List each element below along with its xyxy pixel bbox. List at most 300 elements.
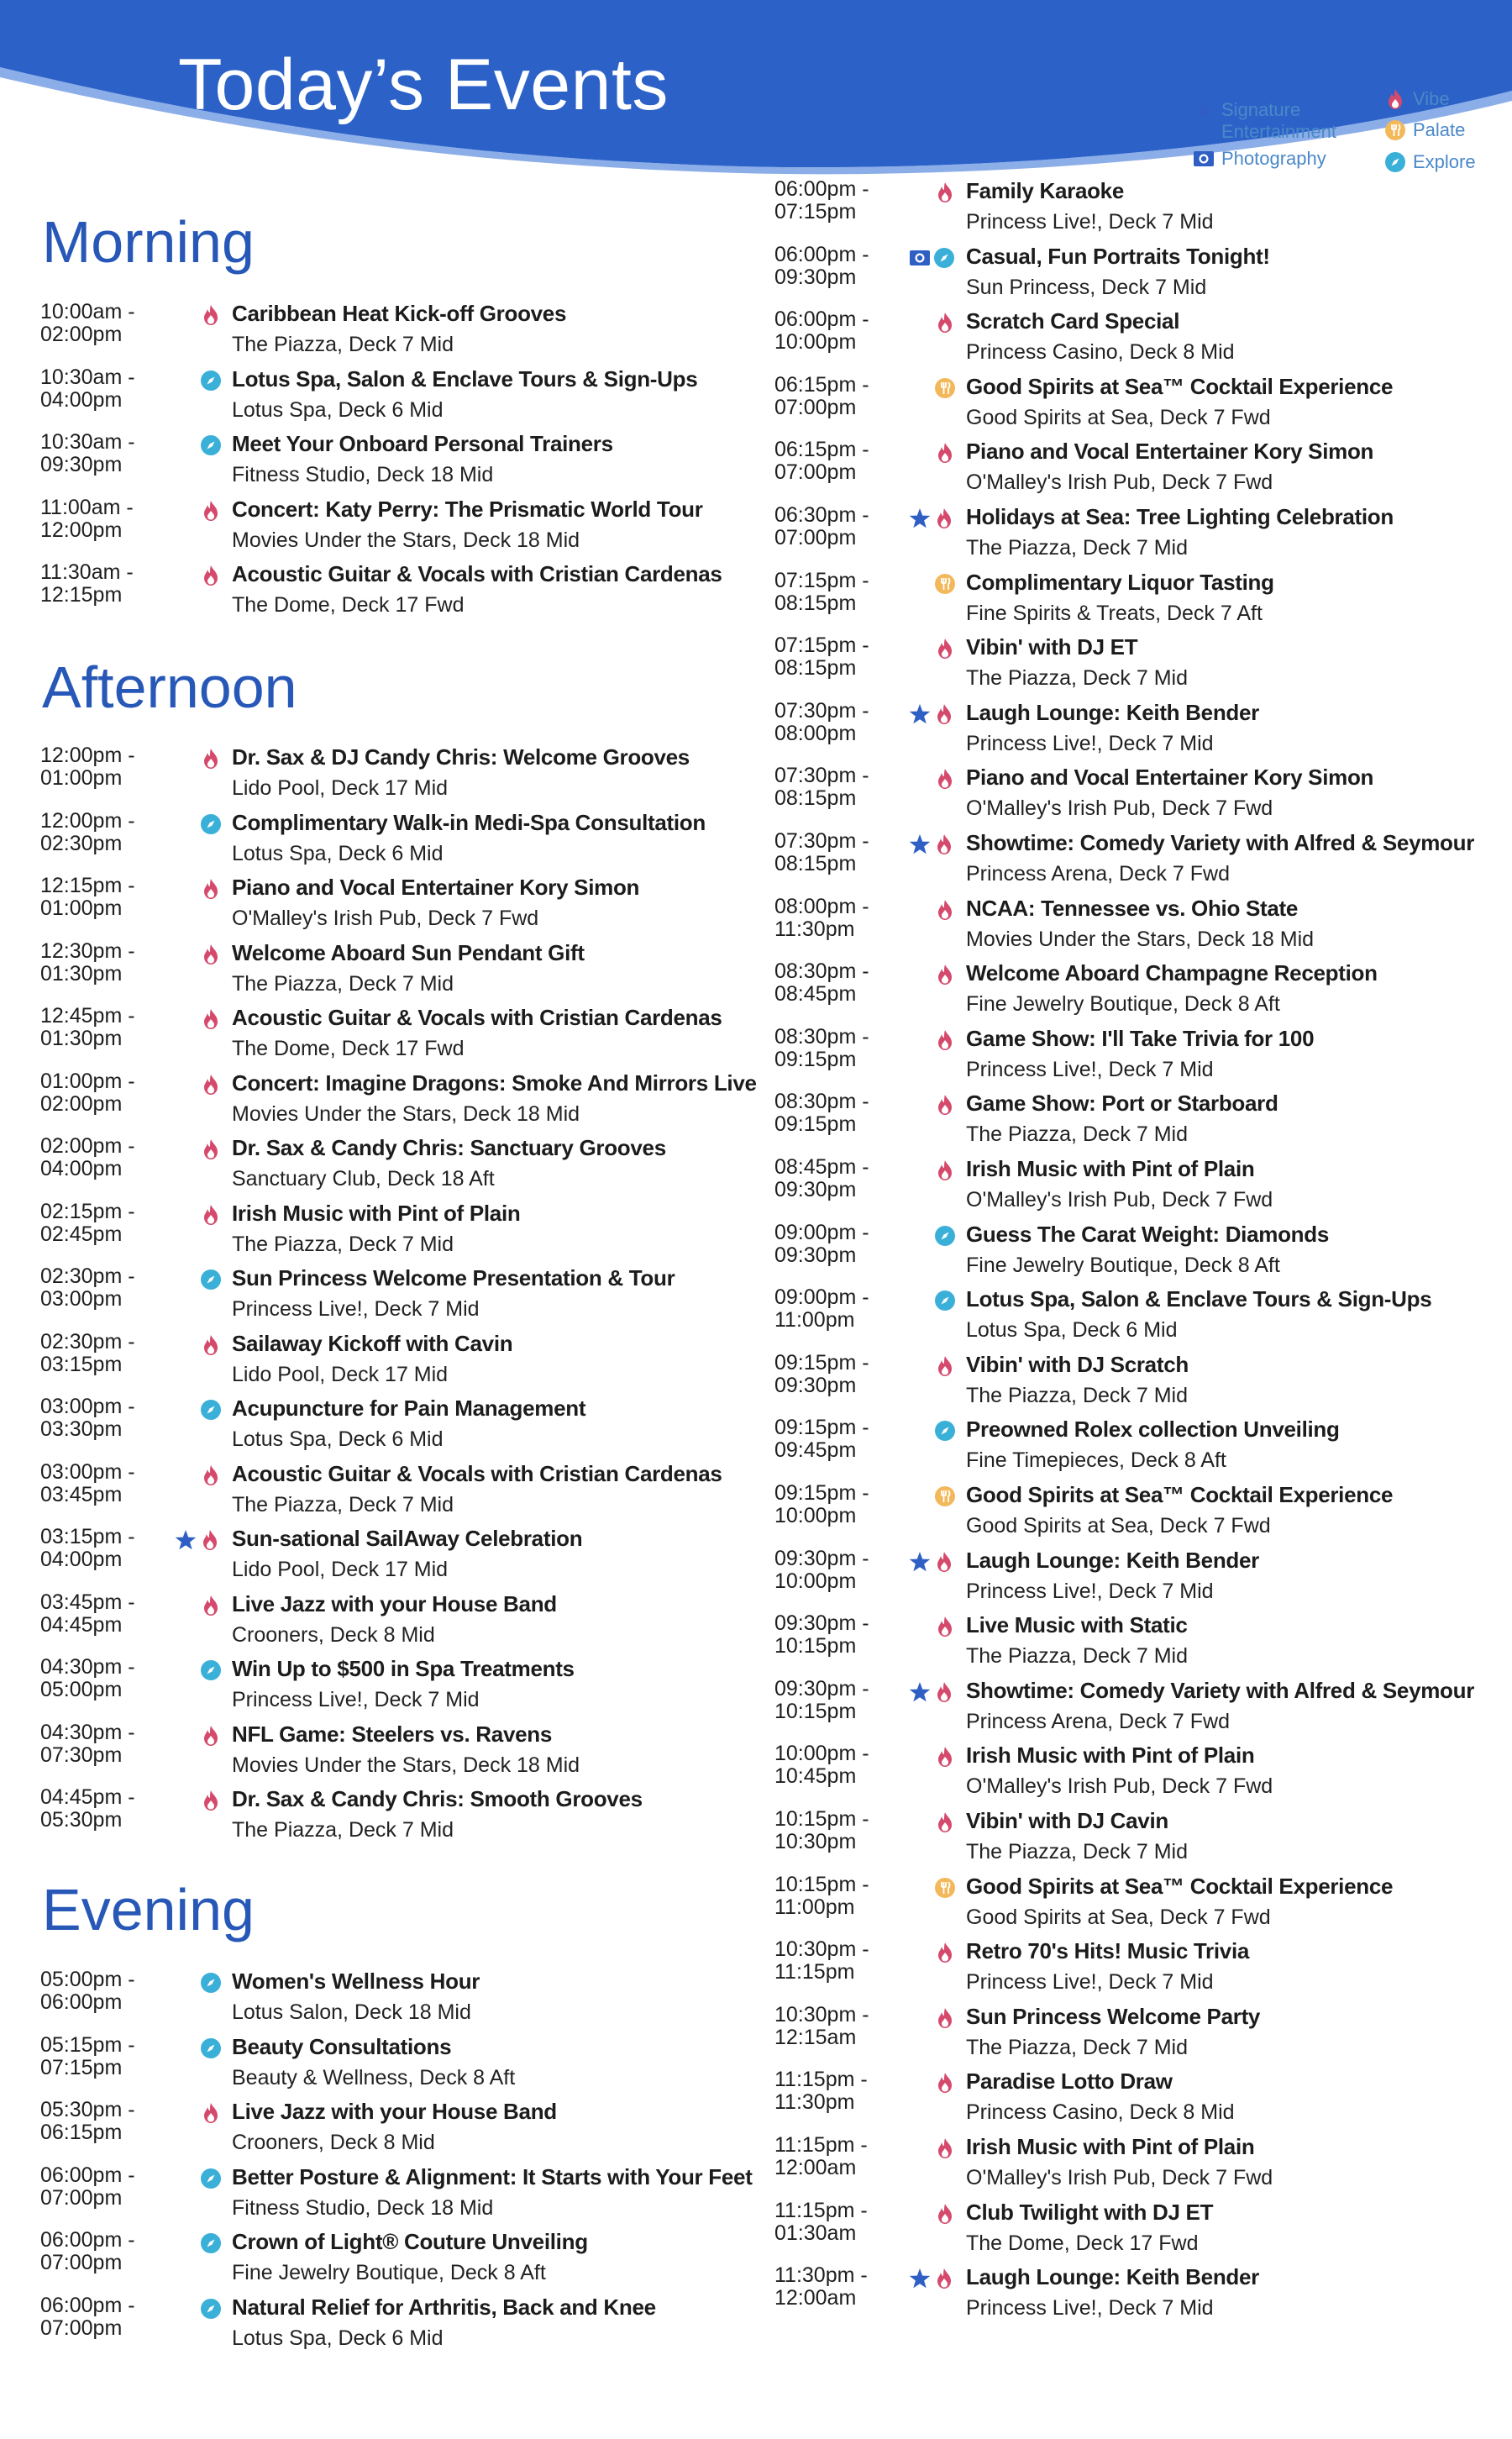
- event-time: 05:30pm - 06:15pm: [40, 2098, 135, 2144]
- event-name: Live Jazz with your House Band: [232, 1590, 557, 1616]
- event-icons: [934, 963, 956, 986]
- fork-icon: [1384, 119, 1406, 141]
- event-icons: [934, 1224, 956, 1248]
- event-time: 04:30pm - 05:00pm: [40, 1655, 135, 1701]
- vibe-flame-icon: [934, 2203, 956, 2225]
- event-row: [774, 504, 1497, 568]
- event-icons: [934, 572, 956, 596]
- event-icons: [934, 2202, 956, 2226]
- event-location: Fitness Studio, Deck 18 Mid: [232, 463, 494, 486]
- event-name: Dr. Sax & DJ Candy Chris: Welcome Grooves: [232, 744, 690, 770]
- event-location: Princess Live!, Deck 7 Mid: [966, 731, 1214, 755]
- event-row: [774, 1548, 1497, 1611]
- signature-star-icon: [909, 703, 931, 725]
- event-time: 03:45pm - 04:45pm: [40, 1590, 135, 1637]
- event-location: Fine Jewelry Boutique, Deck 8 Aft: [232, 2261, 546, 2284]
- vibe-flame-icon: [200, 944, 222, 965]
- event-location: The Piazza, Deck 7 Mid: [966, 1383, 1188, 1407]
- compass-icon: [1384, 151, 1406, 173]
- event-location: O'Malley's Irish Pub, Deck 7 Fwd: [966, 796, 1273, 821]
- event-row: [774, 830, 1497, 894]
- event-icons: [200, 2167, 222, 2190]
- event-location: Crooners, Deck 8 Mid: [232, 1622, 435, 1647]
- event-time: 10:30pm - 12:15am: [774, 2002, 869, 2049]
- event-time: 10:00am - 02:00pm: [40, 300, 135, 346]
- event-name: Caribbean Heat Kick-off Grooves: [232, 301, 567, 326]
- event-icons: [909, 507, 955, 530]
- legend-label: Photography: [1221, 148, 1326, 169]
- legend-item: [1384, 151, 1476, 173]
- event-icons: [200, 2297, 222, 2321]
- event-time: 09:30pm - 10:15pm: [774, 1611, 869, 1658]
- event-location: Princess Live!, Deck 7 Mid: [232, 1688, 480, 1711]
- event-row: [40, 940, 763, 1004]
- event-location: O'Malley's Irish Pub, Deck 7 Fwd: [966, 470, 1273, 495]
- event-name: Piano and Vocal Entertainer Kory Simon: [966, 765, 1374, 791]
- event-icons: [200, 2037, 222, 2060]
- section-title: Morning: [42, 209, 255, 275]
- palate-fork-icon: [934, 377, 956, 399]
- event-name: Guess The Carat Weight: Diamonds: [966, 1221, 1329, 1247]
- event-name: Better Posture & Alignment: It Starts with Your Feet: [232, 2163, 753, 2189]
- event-row: [40, 1526, 763, 1590]
- event-icons: [200, 1073, 222, 1096]
- vibe-flame-icon: [934, 2137, 956, 2159]
- event-row: [40, 1786, 763, 1850]
- event-name: Acupuncture for Pain Management: [232, 1396, 586, 1421]
- vibe-flame-icon: [200, 1334, 222, 1356]
- event-name: Natural Relief for Arthritis, Back and Knee: [232, 2294, 656, 2320]
- event-icons: [200, 1724, 222, 1748]
- event-location: Lotus Spa, Deck 6 Mid: [232, 397, 444, 422]
- event-row: [40, 1656, 763, 1720]
- event-icons: [200, 1971, 222, 1995]
- vibe-flame-icon: [200, 2102, 222, 2124]
- event-location: O'Malley's Irish Pub, Deck 7 Fwd: [966, 1774, 1273, 1799]
- event-row: [40, 301, 763, 365]
- event-location: Beauty & Wellness, Deck 8 Aft: [232, 2065, 516, 2089]
- event-icons: [934, 767, 956, 791]
- event-name: Complimentary Walk-in Medi-Spa Consultation: [232, 809, 706, 835]
- event-time: 10:15pm - 10:30pm: [774, 1807, 869, 1853]
- event-location: Good Spirits at Sea, Deck 7 Fwd: [966, 1905, 1271, 1929]
- event-row: [40, 1591, 763, 1655]
- vibe-flame-icon: [934, 312, 956, 334]
- event-name: Women's Wellness Hour: [232, 1969, 480, 1994]
- event-time: 11:15pm - 12:00am: [774, 2133, 868, 2179]
- event-time: 08:30pm - 09:15pm: [774, 1024, 869, 1071]
- explore-compass-icon: [200, 370, 222, 392]
- event-time: 11:30am - 12:15pm: [40, 560, 134, 607]
- event-location: Princess Live!, Deck 7 Mid: [966, 1970, 1214, 1995]
- event-time: 08:45pm - 09:30pm: [774, 1155, 869, 1201]
- event-icons: [909, 1550, 955, 1574]
- event-icons: [200, 1789, 222, 1812]
- event-icons: [934, 2006, 956, 2030]
- event-row: [774, 1678, 1497, 1742]
- event-time: 07:30pm - 08:15pm: [774, 764, 869, 811]
- event-location: The Piazza, Deck 7 Mid: [966, 1840, 1188, 1863]
- explore-compass-icon: [200, 2298, 222, 2320]
- event-icons: [934, 1745, 956, 1769]
- vibe-flame-icon: [933, 833, 955, 855]
- palate-fork-icon: [934, 1877, 956, 1899]
- vibe-flame-icon: [933, 1681, 955, 1703]
- event-row: [774, 1091, 1497, 1154]
- event-name: Game Show: Port or Starboard: [966, 1091, 1278, 1117]
- event-location: The Piazza, Deck 7 Mid: [232, 333, 454, 356]
- event-row: [774, 1743, 1497, 1806]
- vibe-flame-icon: [934, 1811, 956, 1833]
- explore-compass-icon: [200, 434, 222, 456]
- event-name: Vibin' with DJ ET: [966, 634, 1138, 660]
- event-name: Preowned Rolex collection Unveiling: [966, 1417, 1340, 1443]
- event-icons: [200, 2231, 222, 2255]
- event-time: 07:30pm - 08:00pm: [774, 698, 869, 745]
- event-location: The Dome, Deck 17 Fwd: [232, 1037, 465, 1060]
- explore-compass-icon: [200, 813, 222, 835]
- event-name: Irish Music with Pint of Plain: [966, 2134, 1255, 2159]
- event-row: [774, 1938, 1497, 2002]
- event-row: [774, 1874, 1497, 1937]
- event-name: Acoustic Guitar & Vocals with Cristian Cardenas: [232, 1460, 722, 1486]
- event-location: O'Malley's Irish Pub, Deck 7 Fwd: [966, 1188, 1273, 1212]
- event-icons: [934, 1485, 956, 1508]
- event-time: 10:30am - 04:00pm: [40, 365, 135, 412]
- event-time: 02:00pm - 04:00pm: [40, 1134, 135, 1180]
- event-name: Meet Your Onboard Personal Trainers: [232, 431, 613, 456]
- event-icons: [200, 1138, 222, 1161]
- event-row: [40, 1969, 763, 2032]
- event-location: The Piazza, Deck 7 Mid: [966, 2035, 1188, 2059]
- vibe-flame-icon: [934, 181, 956, 203]
- vibe-flame-icon: [199, 1529, 221, 1551]
- event-name: Sailaway Kickoff with Cavin: [232, 1330, 513, 1356]
- event-location: Fine Spirits & Treats, Deck 7 Aft: [966, 601, 1263, 625]
- legend-label: Palate: [1413, 119, 1466, 140]
- event-name: Concert: Katy Perry: The Prismatic World Tour: [232, 496, 703, 522]
- event-name: Vibin' with DJ Scratch: [966, 1351, 1189, 1377]
- event-name: Irish Music with Pint of Plain: [966, 1743, 1255, 1769]
- vibe-flame-icon: [200, 1074, 222, 1096]
- event-time: 07:15pm - 08:15pm: [774, 633, 869, 681]
- event-row: [40, 810, 763, 874]
- event-icons: [934, 441, 956, 465]
- event-row: [40, 1396, 763, 1459]
- event-name: Scratch Card Special: [966, 308, 1180, 334]
- legend-label: Explore: [1413, 151, 1476, 172]
- event-time: 06:00pm - 07:15pm: [774, 177, 869, 223]
- event-time: 06:15pm - 07:00pm: [774, 372, 869, 419]
- event-time: 12:15pm - 01:00pm: [40, 874, 135, 920]
- event-row: [774, 178, 1497, 242]
- event-name: Good Spirits at Sea™ Cocktail Experience: [966, 373, 1394, 399]
- event-icons: [200, 1007, 222, 1031]
- vibe-flame-icon: [934, 2007, 956, 2029]
- vibe-flame-icon: [934, 964, 956, 986]
- event-location: Fine Jewelry Boutique, Deck 8 Aft: [966, 992, 1280, 1017]
- explore-compass-icon: [200, 2232, 222, 2254]
- event-name: Good Spirits at Sea™ Cocktail Experience: [966, 1873, 1394, 1899]
- signature-star-icon: [909, 1681, 931, 1703]
- event-location: Movies Under the Stars, Deck 18 Mid: [232, 528, 580, 552]
- event-name: NCAA: Tennessee vs. Ohio State: [966, 895, 1299, 921]
- event-icons: [909, 702, 955, 726]
- vibe-flame-icon: [200, 565, 222, 586]
- event-location: Lotus Spa, Deck 6 Mid: [966, 1318, 1178, 1343]
- event-time: 09:15pm - 10:00pm: [774, 1481, 869, 1527]
- event-row: [774, 1808, 1497, 1872]
- event-row: [774, 570, 1497, 633]
- event-time: 03:00pm - 03:45pm: [40, 1459, 135, 1506]
- event-name: Live Jazz with your House Band: [232, 2099, 557, 2124]
- event-time: 06:00pm - 07:00pm: [40, 2228, 135, 2274]
- explore-compass-icon: [200, 1659, 222, 1681]
- vibe-flame-icon: [200, 878, 222, 900]
- signature-star-icon: [909, 2268, 931, 2289]
- event-location: Movies Under the Stars, Deck 18 Mid: [966, 927, 1315, 951]
- vibe-flame-icon: [200, 304, 222, 326]
- event-icons: [200, 434, 222, 457]
- vibe-flame-icon: [200, 1725, 222, 1747]
- event-time: 07:15pm - 08:15pm: [774, 568, 869, 615]
- explore-compass-icon: [200, 1269, 222, 1290]
- vibe-flame-icon: [200, 1464, 222, 1486]
- event-row: [774, 374, 1497, 438]
- event-name: Family Karaoke: [966, 178, 1125, 203]
- vibe-flame-icon: [200, 1790, 222, 1811]
- event-row: [774, 1482, 1497, 1546]
- event-time: 11:30pm - 12:00am: [774, 2263, 868, 2310]
- legend: [1193, 84, 1504, 176]
- event-time: 02:30pm - 03:00pm: [40, 1264, 135, 1311]
- event-time: 06:00pm - 07:00pm: [40, 2293, 135, 2340]
- event-row: [774, 308, 1497, 372]
- event-location: Lido Pool, Deck 17 Mid: [232, 776, 449, 800]
- event-icons: [200, 499, 222, 523]
- vibe-flame-icon: [934, 1029, 956, 1051]
- event-location: The Piazza, Deck 7 Mid: [232, 1492, 454, 1516]
- event-icons: [200, 812, 222, 836]
- event-name: Vibin' with DJ Cavin: [966, 1808, 1168, 1833]
- palate-fork-icon: [934, 573, 956, 595]
- event-time: 02:15pm - 02:45pm: [40, 1199, 135, 1246]
- signature-star-icon: [909, 507, 931, 529]
- event-name: Win Up to $500 in Spa Treatments: [232, 1656, 575, 1681]
- legend-item: [1193, 148, 1326, 170]
- event-time: 06:00pm - 09:30pm: [774, 242, 869, 289]
- event-name: Game Show: I'll Take Trivia for 100: [966, 1025, 1315, 1051]
- event-row: [40, 1721, 763, 1785]
- vibe-flame-icon: [200, 1138, 222, 1160]
- flame-icon: [1384, 88, 1406, 110]
- event-row: [40, 431, 763, 495]
- event-time: 03:00pm - 03:30pm: [40, 1395, 135, 1441]
- vibe-flame-icon: [934, 899, 956, 921]
- event-time: 07:30pm - 08:15pm: [774, 829, 869, 875]
- event-name: Dr. Sax & Candy Chris: Sanctuary Grooves: [232, 1135, 666, 1160]
- event-name: Casual, Fun Portraits Tonight!: [966, 243, 1270, 269]
- event-icons: [934, 1028, 956, 1052]
- event-location: Lido Pool, Deck 17 Mid: [232, 1362, 449, 1386]
- event-icons: [934, 2071, 956, 2095]
- vibe-flame-icon: [934, 2072, 956, 2094]
- event-icons: [200, 1658, 222, 1682]
- explore-compass-icon: [200, 2168, 222, 2189]
- event-time: 06:15pm - 07:00pm: [774, 438, 869, 485]
- event-row: [40, 1005, 763, 1069]
- event-row: [40, 1070, 763, 1134]
- event-location: The Piazza, Deck 7 Mid: [966, 1644, 1188, 1669]
- event-location: Fitness Studio, Deck 18 Mid: [232, 2195, 494, 2220]
- explore-compass-icon: [934, 1225, 956, 1247]
- event-icons: [200, 303, 222, 327]
- vibe-flame-icon: [934, 1355, 956, 1377]
- event-row: [40, 1265, 763, 1329]
- event-location: Movies Under the Stars, Deck 18 Mid: [232, 1101, 580, 1126]
- event-row: [40, 1135, 763, 1199]
- event-icons: [934, 311, 956, 334]
- event-name: Irish Music with Pint of Plain: [232, 1200, 521, 1226]
- event-location: Princess Live!, Deck 7 Mid: [966, 210, 1214, 234]
- event-row: [774, 1026, 1497, 1090]
- event-time: 11:15pm - 01:30am: [774, 2198, 868, 2245]
- event-row: [774, 896, 1497, 959]
- vibe-flame-icon: [933, 2268, 955, 2289]
- event-row: [40, 1331, 763, 1395]
- event-location: Princess Live!, Deck 7 Mid: [966, 1579, 1214, 1603]
- event-icons: [175, 1528, 221, 1552]
- event-location: Movies Under the Stars, Deck 18 Mid: [232, 1753, 580, 1777]
- event-icons: [934, 1941, 956, 1964]
- signature-star-icon: [175, 1529, 197, 1551]
- event-row: [40, 561, 763, 625]
- event-row: [774, 1417, 1497, 1480]
- event-row: [40, 2099, 763, 2163]
- vibe-flame-icon: [200, 1008, 222, 1030]
- vibe-flame-icon: [934, 1746, 956, 1768]
- event-time: 10:15pm - 11:00pm: [774, 1872, 869, 1919]
- event-row: [774, 2200, 1497, 2263]
- event-time: 02:30pm - 03:15pm: [40, 1329, 135, 1376]
- vibe-flame-icon: [934, 1159, 956, 1181]
- event-icons: [934, 376, 956, 400]
- event-icons: [934, 1354, 956, 1378]
- event-location: Good Spirits at Sea, Deck 7 Fwd: [966, 405, 1271, 429]
- event-row: [40, 2034, 763, 2098]
- event-location: Princess Casino, Deck 8 Mid: [966, 340, 1235, 365]
- event-location: The Piazza, Deck 7 Mid: [966, 536, 1188, 560]
- event-time: 06:30pm - 07:00pm: [774, 503, 869, 549]
- event-location: Lotus Salon, Deck 18 Mid: [232, 2000, 471, 2024]
- event-row: [774, 2264, 1497, 2328]
- vibe-flame-icon: [200, 1204, 222, 1226]
- event-location: O'Malley's Irish Pub, Deck 7 Fwd: [232, 907, 539, 930]
- vibe-flame-icon: [933, 703, 955, 725]
- event-icons: [909, 2267, 955, 2290]
- event-name: Laugh Lounge: Keith Bender: [966, 1547, 1259, 1573]
- event-row: [40, 1461, 763, 1525]
- event-location: Crooners, Deck 8 Mid: [232, 2131, 435, 2154]
- legend-label: Vibe: [1413, 88, 1450, 109]
- event-icons: [200, 1203, 222, 1227]
- vibe-flame-icon: [934, 768, 956, 790]
- event-time: 09:00pm - 09:30pm: [774, 1220, 869, 1267]
- event-location: The Dome, Deck 17 Fwd: [232, 593, 465, 617]
- event-location: Sanctuary Club, Deck 18 Aft: [232, 1167, 495, 1191]
- vibe-flame-icon: [934, 1942, 956, 1963]
- event-row: [774, 2004, 1497, 2068]
- event-row: [774, 700, 1497, 764]
- vibe-flame-icon: [934, 442, 956, 464]
- event-time: 08:30pm - 09:15pm: [774, 1090, 869, 1137]
- photography-camera-icon: [909, 247, 931, 269]
- event-location: Princess Live!, Deck 7 Mid: [232, 1297, 480, 1321]
- legend-item: [1384, 88, 1450, 110]
- event-icons: [934, 181, 956, 204]
- event-icons: [934, 2137, 956, 2160]
- event-name: Dr. Sax & Candy Chris: Smooth Grooves: [232, 1786, 643, 1811]
- event-time: 09:15pm - 09:30pm: [774, 1350, 869, 1397]
- event-name: Sun Princess Welcome Presentation & Tour: [232, 1265, 675, 1290]
- legend-item: [1384, 119, 1465, 141]
- event-name: Piano and Vocal Entertainer Kory Simon: [966, 439, 1374, 465]
- vibe-flame-icon: [933, 1551, 955, 1573]
- explore-compass-icon: [200, 2037, 222, 2059]
- event-row: [40, 2164, 763, 2228]
- event-name: Complimentary Liquor Tasting: [966, 569, 1274, 595]
- event-location: The Piazza, Deck 7 Mid: [232, 1818, 454, 1842]
- event-name: Concert: Imagine Dragons: Smoke And Mirrors Live: [232, 1070, 757, 1096]
- event-icons: [909, 833, 955, 856]
- vibe-flame-icon: [200, 500, 222, 522]
- star-icon: [1193, 99, 1215, 121]
- signature-star-icon: [909, 1551, 931, 1573]
- event-time: 06:00pm - 10:00pm: [774, 308, 869, 355]
- event-row: [40, 366, 763, 430]
- event-time: 04:30pm - 07:30pm: [40, 1720, 135, 1767]
- event-time: 12:00pm - 01:00pm: [40, 744, 135, 790]
- event-time: 10:30am - 09:30pm: [40, 430, 135, 476]
- explore-compass-icon: [933, 247, 955, 269]
- event-name: Holidays at Sea: Tree Lighting Celebration: [966, 504, 1394, 529]
- event-time: 08:30pm - 08:45pm: [774, 959, 869, 1007]
- event-time: 01:00pm - 02:00pm: [40, 1069, 135, 1116]
- event-name: Beauty Consultations: [232, 2033, 452, 2059]
- event-location: Princess Arena, Deck 7 Fwd: [966, 1709, 1231, 1733]
- event-name: Crown of Light® Couture Unveiling: [232, 2229, 588, 2254]
- section-title: Afternoon: [42, 654, 297, 720]
- vibe-flame-icon: [933, 507, 955, 529]
- camera-icon: [1193, 148, 1215, 170]
- event-icons: [200, 877, 222, 901]
- event-icons: [934, 1615, 956, 1638]
- event-name: Acoustic Guitar & Vocals with Cristian Cardenas: [232, 561, 722, 586]
- event-name: Lotus Spa, Salon & Enclave Tours & Sign-Ups: [232, 365, 698, 392]
- vibe-flame-icon: [934, 638, 956, 660]
- event-location: Good Spirits at Sea, Deck 7 Fwd: [966, 1514, 1271, 1538]
- event-icons: [200, 2101, 222, 2125]
- event-icons: [934, 637, 956, 660]
- event-name: Laugh Lounge: Keith Bender: [966, 699, 1259, 725]
- event-name: Piano and Vocal Entertainer Kory Simon: [232, 875, 640, 900]
- explore-compass-icon: [934, 1290, 956, 1311]
- event-location: Princess Casino, Deck 8 Mid: [966, 2100, 1235, 2125]
- event-icons: [934, 1419, 956, 1443]
- event-time: 10:00pm - 10:45pm: [774, 1742, 869, 1789]
- event-location: Fine Jewelry Boutique, Deck 8 Aft: [966, 1253, 1280, 1277]
- event-row: [774, 634, 1497, 698]
